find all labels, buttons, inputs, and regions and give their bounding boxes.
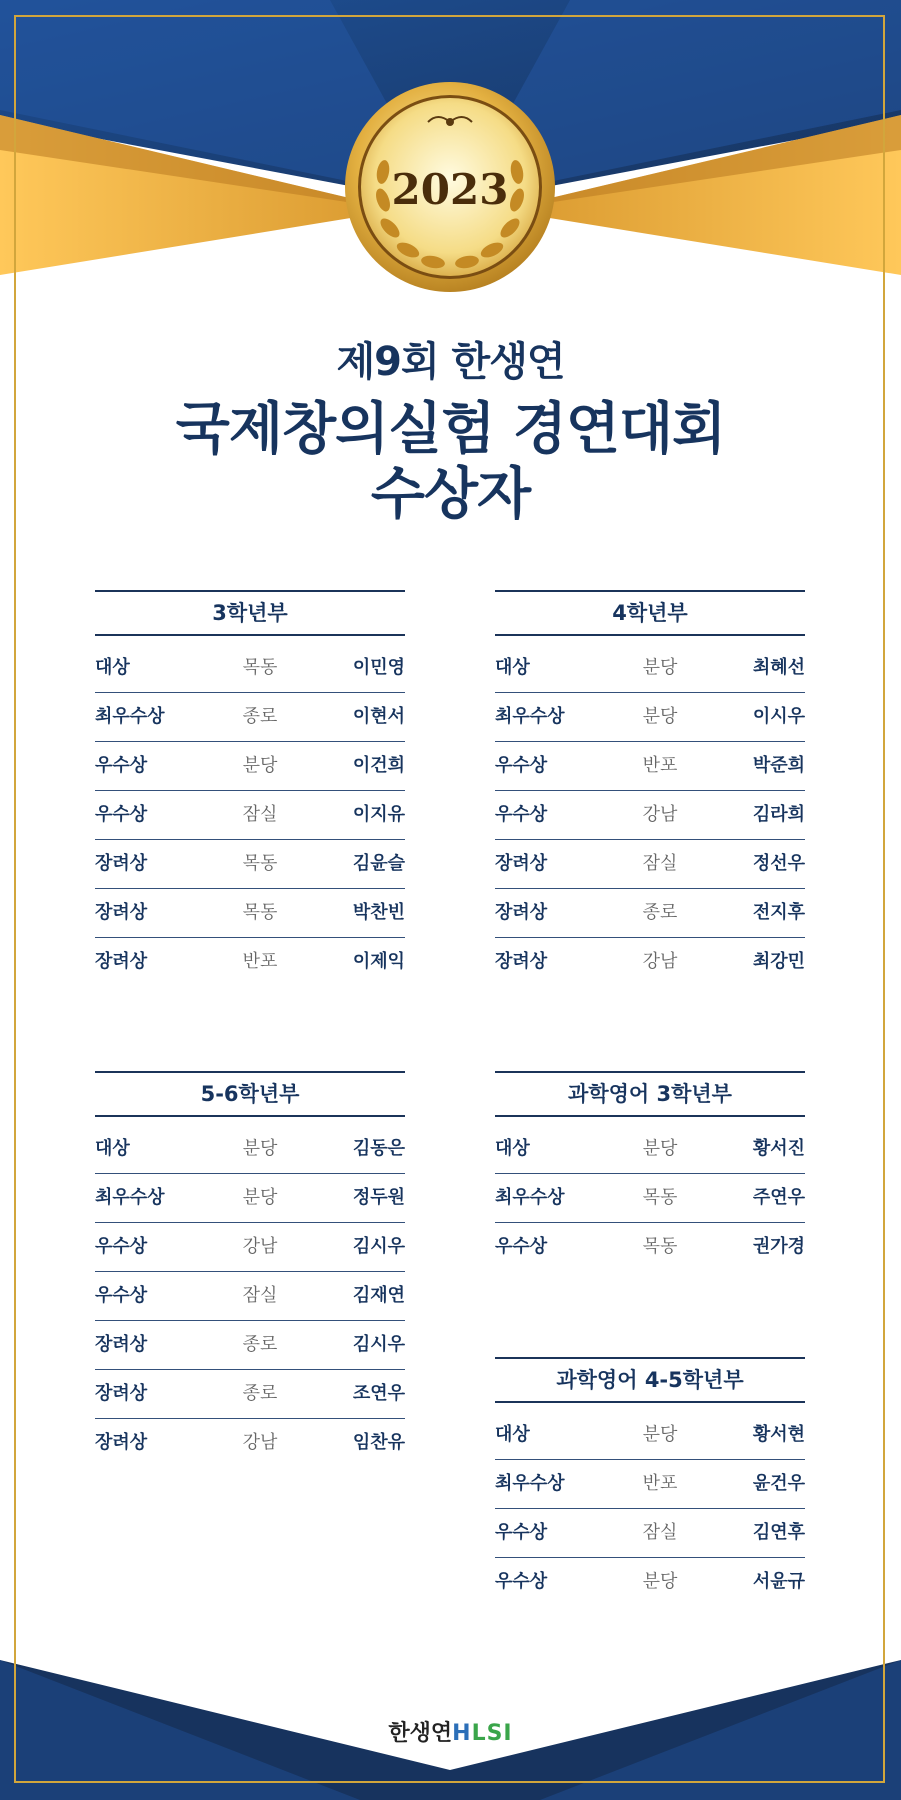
medal-year: 2023 [391,165,509,214]
section-heading: 5-6학년부 [95,1071,405,1117]
section-heading: 과학영어 3학년부 [495,1071,805,1117]
name-cell: 이민영 [352,657,405,678]
hlsi-logo [0,1716,901,1747]
branch-cell: 목동 [642,1187,678,1208]
award-cell: 최우수상 [495,1473,565,1494]
award-cell: 우수상 [95,1236,148,1257]
name-cell: 김시우 [352,1334,405,1355]
branch-cell: 잠실 [642,1522,678,1543]
logo-english-h: H [452,1721,472,1746]
award-list [95,644,405,986]
branch-cell: 강남 [242,1432,278,1453]
gold-medal [343,80,557,294]
table-row [95,742,405,791]
name-cell: 전지후 [752,902,805,923]
name-cell: 김재연 [352,1285,405,1306]
award-cell: 우수상 [495,804,548,825]
branch-cell: 분당 [242,755,278,776]
award-cell: 우수상 [95,1285,148,1306]
name-cell: 최강민 [752,951,805,972]
branch-cell: 목동 [642,1236,678,1257]
logo-english-rest: LSI [471,1721,513,1746]
award-cell: 장려상 [95,1334,148,1355]
table-row [495,938,805,986]
table-row [495,889,805,938]
award-cell: 장려상 [495,853,548,874]
section-heading: 3학년부 [95,590,405,636]
award-cell: 대상 [495,1138,530,1159]
name-cell: 박준희 [752,755,805,776]
award-cell: 대상 [95,1138,130,1159]
branch-cell: 분당 [242,1138,278,1159]
name-cell: 이제익 [352,951,405,972]
table-row [495,1174,805,1223]
table-row [95,1223,405,1272]
branch-cell: 반포 [242,951,278,972]
award-cell: 최우수상 [95,1187,165,1208]
table-row [495,1125,805,1174]
logo-korean: 한생연 [388,1721,453,1746]
name-cell: 김동은 [352,1138,405,1159]
branch-cell: 잠실 [242,1285,278,1306]
branch-cell: 분당 [642,1138,678,1159]
branch-cell: 잠실 [242,804,278,825]
branch-cell: 강남 [642,951,678,972]
branch-cell: 종로 [242,706,278,727]
award-cell: 장려상 [95,853,148,874]
table-row [95,693,405,742]
name-cell: 조연우 [352,1383,405,1404]
table-row [495,1411,805,1460]
award-list [495,644,805,986]
name-cell: 김윤슬 [352,853,405,874]
branch-cell: 분당 [642,1571,678,1592]
table-row [95,1370,405,1419]
award-list [495,1411,805,1606]
section-heading: 4학년부 [495,590,805,636]
award-cell: 장려상 [495,951,548,972]
award-cell: 대상 [495,1424,530,1445]
table-row [95,791,405,840]
branch-cell: 종로 [242,1334,278,1355]
name-cell: 이시우 [752,706,805,727]
name-cell: 최혜선 [752,657,805,678]
branch-cell: 반포 [642,755,678,776]
table-row [495,644,805,693]
award-cell: 장려상 [95,902,148,923]
award-cell: 우수상 [495,1571,548,1592]
section-science-english-grade3 [495,1071,805,1271]
table-row [495,742,805,791]
table-row [95,889,405,938]
table-row [495,693,805,742]
name-cell: 임찬유 [352,1432,405,1453]
logo-english [452,1721,512,1746]
table-row [95,840,405,889]
table-row [95,1174,405,1223]
title-line-3: 수상자 [370,462,531,527]
award-cell: 우수상 [495,755,548,776]
table-row [95,644,405,693]
branch-cell: 목동 [242,657,278,678]
name-cell: 주연우 [752,1187,805,1208]
table-row [95,1419,405,1467]
name-cell: 윤건우 [752,1473,805,1494]
name-cell: 이건희 [352,755,405,776]
award-cell: 장려상 [95,1383,148,1404]
branch-cell: 분당 [642,706,678,727]
table-row [495,1558,805,1606]
branch-cell: 목동 [242,853,278,874]
section-grade4 [495,590,805,986]
name-cell: 정두원 [352,1187,405,1208]
table-row [95,1321,405,1370]
award-cell: 장려상 [95,1432,148,1453]
branch-cell: 분당 [242,1187,278,1208]
name-cell: 김시우 [352,1236,405,1257]
table-row [495,1509,805,1558]
branch-cell: 분당 [642,1424,678,1445]
name-cell: 황서진 [752,1138,805,1159]
name-cell: 박찬빈 [352,902,405,923]
award-cell: 대상 [95,657,130,678]
section-heading: 과학영어 4-5학년부 [495,1357,805,1403]
branch-cell: 강남 [242,1236,278,1257]
branch-cell: 목동 [242,902,278,923]
name-cell: 김연후 [752,1522,805,1543]
name-cell: 이지유 [352,804,405,825]
table-row [495,791,805,840]
section-science-english-grade4-5 [495,1357,805,1606]
branch-cell: 강남 [642,804,678,825]
title-line-2: 국제창의실험 경연대회 [175,397,726,462]
name-cell: 정선우 [752,853,805,874]
name-cell: 이현서 [352,706,405,727]
name-cell: 서윤규 [752,1571,805,1592]
award-cell: 우수상 [495,1522,548,1543]
award-cell: 최우수상 [495,706,565,727]
section-grade3 [95,590,405,986]
section-grade5-6 [95,1071,405,1467]
table-row [495,1223,805,1271]
award-cell: 최우수상 [495,1187,565,1208]
table-row [495,1460,805,1509]
title-line-1: 제9회 한생연 [336,339,565,385]
award-cell: 우수상 [95,755,148,776]
award-cell: 장려상 [495,902,548,923]
award-cell: 우수상 [495,1236,548,1257]
award-cell: 장려상 [95,951,148,972]
branch-cell: 반포 [642,1473,678,1494]
branch-cell: 종로 [642,902,678,923]
award-cell: 우수상 [95,804,148,825]
branch-cell: 잠실 [642,853,678,874]
table-row [495,840,805,889]
table-row [95,1272,405,1321]
name-cell: 황서현 [752,1424,805,1445]
award-list [95,1125,405,1467]
award-cell: 대상 [495,657,530,678]
branch-cell: 종로 [242,1383,278,1404]
table-row [95,1125,405,1174]
name-cell: 권가경 [752,1236,805,1257]
table-row [95,938,405,986]
name-cell: 김라희 [752,804,805,825]
award-cell: 최우수상 [95,706,165,727]
award-list [495,1125,805,1271]
branch-cell: 분당 [642,657,678,678]
